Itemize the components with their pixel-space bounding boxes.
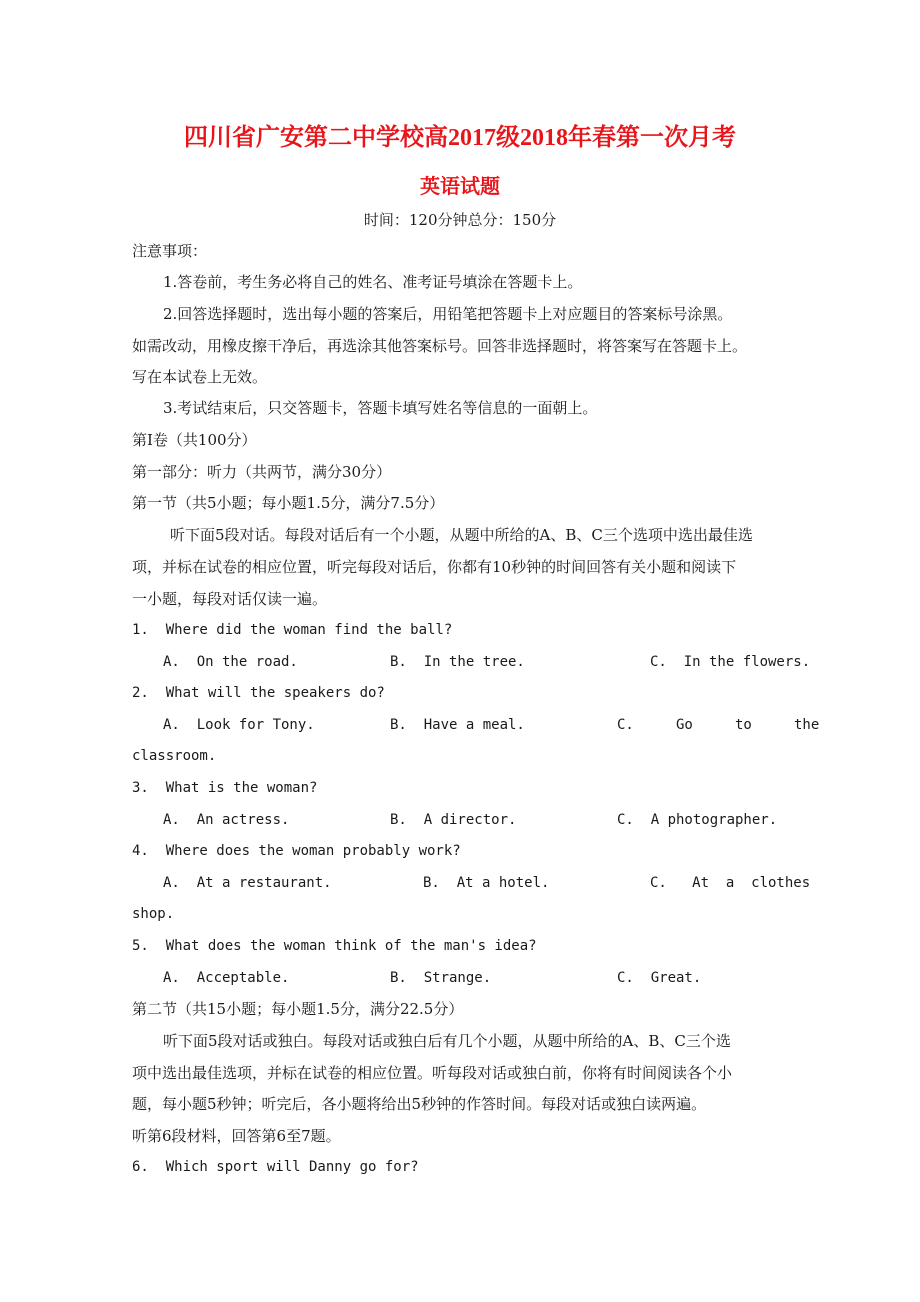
notice-item-3: 3.考试结束后，只交答题卡，答题卡填写姓名等信息的一面朝上。: [163, 399, 598, 417]
section2-instructions-3: 题，每小题5秒钟；听完后，各小题将给出5秒钟的作答时间。每段对话或独白读两遍。: [132, 1095, 707, 1113]
q5-option-a: A. Acceptable.: [163, 970, 290, 986]
q2-option-c-continued: classroom.: [132, 748, 217, 764]
question-6: 6. Which sport will Danny go for?: [132, 1159, 419, 1175]
time-info: 时间：120分钟总分：150分: [363, 211, 557, 229]
q2-option-c: C. Go to the: [617, 717, 820, 733]
q5-option-b: B. Strange.: [390, 970, 492, 986]
q3-option-a: A. An actress.: [163, 812, 290, 828]
q2-option-a: A. Look for Tony.: [163, 717, 315, 733]
section1-heading: 第一节（共5小题；每小题1.5分，满分7.5分）: [132, 494, 445, 512]
q1-option-a: A. On the road.: [163, 654, 298, 670]
q4-option-b: B. At a hotel.: [423, 875, 550, 891]
volume-heading: 第Ⅰ卷（共100分）: [132, 431, 257, 449]
q4-option-c: C. At a clothes: [650, 875, 811, 891]
question-2: 2. What will the speakers do?: [132, 685, 385, 701]
q1-option-b: B. In the tree.: [390, 654, 525, 670]
q4-option-a: A. At a restaurant.: [163, 875, 332, 891]
notice-item-2-line-2: 如需改动，用橡皮擦干净后，再选涂其他答案标号。回答非选择题时，将答案写在答题卡上。: [132, 337, 748, 355]
exam-subtitle: 英语试题: [420, 176, 500, 198]
notice-heading: 注意事项：: [132, 242, 208, 260]
q3-option-c: C. A photographer.: [617, 812, 778, 828]
q3-option-b: B. A director.: [390, 812, 517, 828]
notice-item-2-line-3: 写在本试卷上无效。: [132, 368, 268, 386]
material-6-heading: 听第6段材料，回答第6至7题。: [132, 1127, 341, 1145]
question-1: 1. Where did the woman find the ball?: [132, 622, 453, 638]
part1-heading: 第一部分：听力（共两节，满分30分）: [132, 463, 392, 481]
question-3: 3. What is the woman?: [132, 780, 318, 796]
section2-heading: 第二节（共15小题；每小题1.5分，满分22.5分）: [132, 1000, 464, 1018]
notice-item-2-line-1: 2.回答选择题时，选出每小题的答案后，用铅笔把答题卡上对应题目的答案标号涂黑。: [163, 305, 733, 323]
q1-option-c: C. In the flowers.: [650, 654, 811, 670]
section1-instructions-2: 项，并标在试卷的相应位置，听完每段对话后，你都有10秒钟的时间回答有关小题和阅读下: [132, 558, 737, 576]
section1-instructions-3: 一小题，每段对话仅读一遍。: [132, 590, 328, 608]
q4-option-c-continued: shop.: [132, 906, 175, 922]
question-5: 5. What does the woman think of the man's idea?: [132, 938, 537, 954]
exam-title: 四川省广安第二中学校高2017级2018年春第一次月考: [184, 125, 736, 151]
question-4: 4. Where does the woman probably work?: [132, 843, 461, 859]
section2-instructions-2: 项中选出最佳选项，并标在试卷的相应位置。听每段对话或独白前，你将有时间阅读各个小: [132, 1064, 733, 1082]
q5-option-c: C. Great.: [617, 970, 702, 986]
notice-item-1: 1.答卷前，考生务必将自己的姓名、准考证号填涂在答题卡上。: [163, 273, 583, 291]
q2-option-b: B. Have a meal.: [390, 717, 525, 733]
section1-instructions-1: 听下面5段对话。每段对话后有一个小题，从题中所给的A、B、C三个选项中选出最佳选: [170, 526, 753, 544]
section2-instructions-1: 听下面5段对话或独白。每段对话或独白后有几个小题，从题中所给的A、B、C三个选: [163, 1032, 731, 1050]
